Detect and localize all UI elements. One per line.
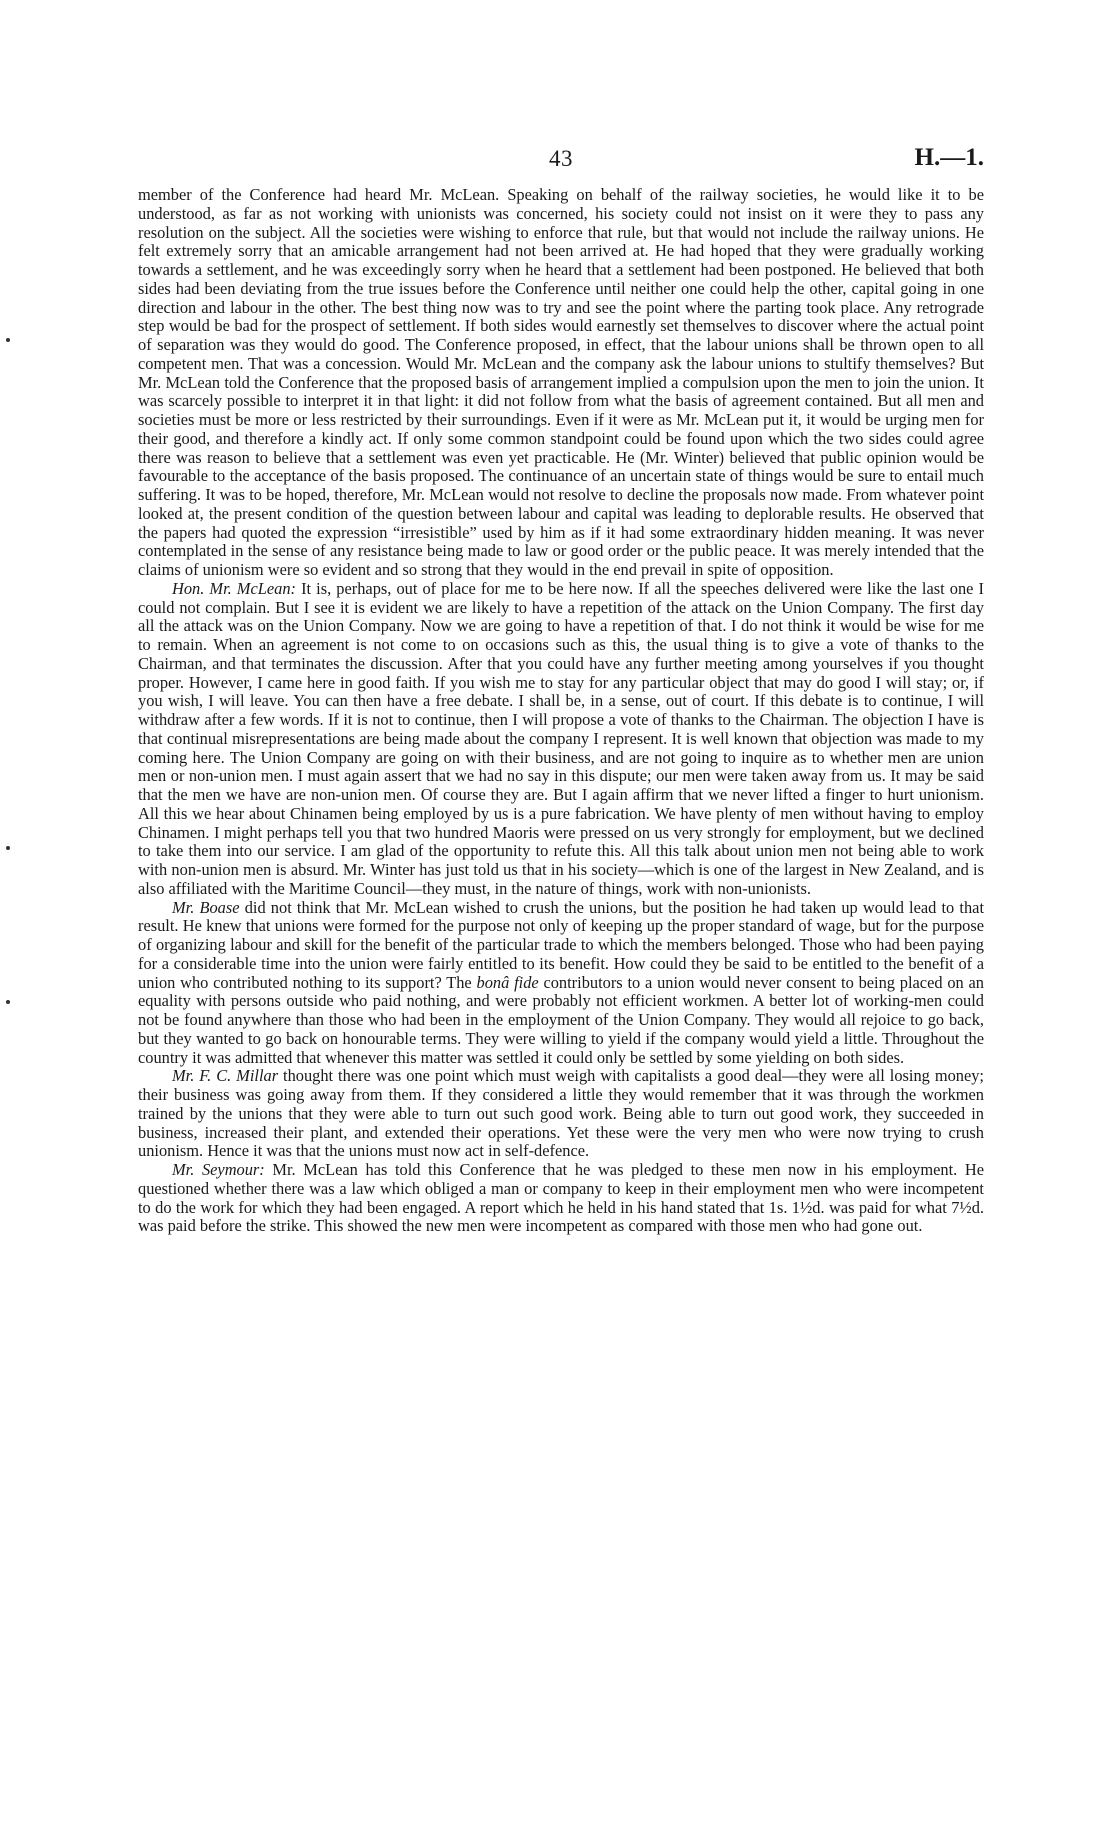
paragraph-seymour	[138, 1161, 984, 1236]
document-page	[138, 140, 984, 1830]
document-body	[138, 186, 984, 1236]
page-header	[138, 140, 984, 186]
speaker-name: Mr. Boase	[172, 897, 240, 917]
paragraph-text-continued: contributors to a union would never consent to being placed on an equality with persons outside who paid nothing, and were probably not efficient workmen. A better lot of working-men could not be found anywhere than those who had been in the employment of the Union Company. They would all rejoice to go back, but they wanted to go back on honourable terms. They were willing to yield if the company would yield a little. Throughout the country it was admitted that whenever this matter was settled it could only be settled by some yielding on both sides.	[138, 972, 984, 1067]
paragraph-text: member of the Conference had heard Mr. McLean. Speaking on behalf of the railway societies, he would like it to be understood, as far as not working with unionists was concerned, his society could not insist on it were they to pass any resolution on the subject. All the societies were wishing to enforce that rule, but that would not include the railway unions. He felt extremely sorry that an amicable arrangement had not been arrived at. He had hoped that they were gradually working towards a settlement, and he was exceedingly sorry when he heard that a settlement had been postponed. He believed that both sides had been deviating from the true issues before the Conference until neither one could help the other, capital going in one direction and labour in the other. The best thing now was to try and see the point where the parting took place. Any retrograde step would be bad for the prospect of settlement. If both sides would earnestly set themselves to discover where the actual point of separation was they would do good. The Conference proposed, in effect, that the labour unions shall be thrown open to all competent men. That was a concession. Would Mr. McLean and the company ask the labour unions to stultify themselves? But Mr. McLean told the Conference that the proposed basis of arrangement implied a compulsion upon the men to join the union. It was scarcely possible to interpret it in that light: it did not follow from what the basis of agreement contained. But all men and societies must be more or less restricted by their surroundings. Even if it were as Mr. McLean put it, it would be urging men for their good, and therefore a kindly act. If only some common standpoint could be found upon which the two sides could agree there was reason to believe that a settlement was even yet practicable. He (Mr. Winter) believed that public opinion would be favourable to the acceptance of the basis proposed. The continuance of an uncertain state of things would be sure to entail much suffering. It was to be hoped, therefore, Mr. McLean would not resolve to decline the proposals now made. From whatever point looked at, the present condition of the question between labour and capital was leading to deplorable results. He observed that the papers had quoted the expression “irresistible” used by him as if it had some extraordinary hidden meaning. It was never contemplated in the sense of any resistance being made to law or good order or the public peace. It was merely intended that the claims of unionism were so evident and so strong that they would in the end prevail in spite of opposition.	[138, 185, 984, 579]
speaker-name: Mr. F. C. Millar	[172, 1066, 279, 1086]
speaker-name: Hon. Mr. McLean:	[172, 578, 296, 598]
paragraph-millar	[138, 1067, 984, 1161]
margin-mark	[6, 846, 10, 850]
latin-phrase: bonâ fide	[476, 972, 539, 992]
paragraph-mclean	[138, 580, 984, 899]
margin-mark	[6, 1000, 10, 1004]
paragraph-boase	[138, 899, 984, 1068]
paragraph-continued	[138, 186, 984, 580]
margin-mark	[6, 338, 10, 342]
paragraph-text: It is, perhaps, out of place for me to be here now. If all the speeches delivered were like the last one I could not complain. But I see it is evident we are likely to have a repetition of the attack on the Union Company. The first day all the attack was on the Union Company. Now we are going to have a repetition of that. I do not think it would be wise for me to remain. When an agreement is not come to on occasions such as this, the usual thing is to give a vote of thanks to the Chairman, and that terminates the discussion. After that you could have any further meeting among yourselves if you thought proper. However, I came here in good faith. If you wish me to stay for any particular object that may do good I will stay; or, if you wish, I will leave. You can then have a free debate. I shall be, in a sense, out of court. If this debate is to continue, I will withdraw after a few words. If it is not to continue, then I will propose a vote of thanks to the Chairman. The objection I have is that continual misrepresentations are being made about the company I represent. It is well known that objection was made to my coming here. The Union Company are going on with their business, and are not going to inquire as to whether men are union men or non-union men. I must again assert that we had no say in this dispute; our men were taken away from us. It may be said that the men we have are non-union men. Of course they are. But I again affirm that we never lifted a finger to hurt unionism. All this we hear about Chinamen being employed by us is a pure fabrication. We have plenty of men without having to employ Chinamen. I might perhaps tell you that two hundred Maoris were pressed on us very strongly for employment, but we declined to take them into our service. I am glad of the opportunity to refute this. All this talk about union men not being able to work with non-union men is absurd. Mr. Winter has just told us that in his society—which is one of the largest in New Zealand, and is also affiliated with the Maritime Council—they must, in the nature of things, work with non-unionists.	[138, 578, 984, 898]
paragraph-text: did not think that Mr. McLean wished to crush the unions, but the position he had taken up would lead to that result. He knew that unions were formed for the purpose not only of keeping up the proper standard of wage, but for the purpose of organizing labour and skill for the benefit of the particular trade to which the members belonged. Those who had been paying for a considerable time into the union were fairly entitled to its benefit. How could they be said to be entitled to the benefit of a union who contributed nothing to its support? The	[138, 897, 984, 992]
speaker-name: Mr. Seymour:	[172, 1160, 265, 1179]
paragraph-text: thought there was one point which must weigh with capitalists a good deal—they were all losing money; their business was going away from them. If they considered a little they would remember that it was through the workmen trained by the unions that they were able to turn out such good work. Being able to turn out good work, they succeeded in business, increased their plant, and extended their operations. Yet these were the very men who were now trying to crush unionism. Hence it was that the unions must now act in self-defence.	[138, 1066, 984, 1161]
document-reference: H.—1.	[914, 144, 984, 171]
page-number: 43	[549, 146, 573, 171]
paragraph-text: Mr. McLean has told this Conference that he was pledged to these men now in his employment. He questioned whether there was a law which obliged a man or company to keep in their employment men who were incompetent to do the work for which they had been engaged. A report which he held in his hand stated that 1s. 1½d. was paid for what 7½d. was paid before the strike. This showed the new men were incompetent as compared with those men who had gone out.	[138, 1160, 984, 1236]
